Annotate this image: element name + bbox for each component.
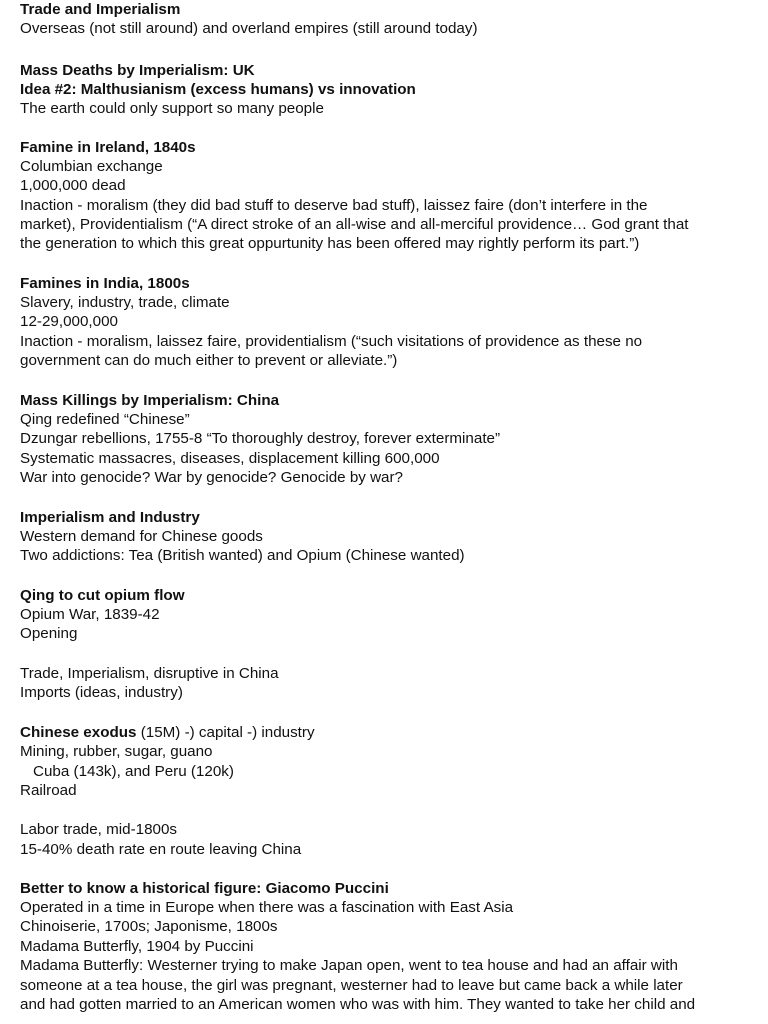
body-text: Operated in a time in Europe when there was a fascination with East Asia — [20, 899, 514, 916]
body-text: government can do much either to prevent or alleviate.”) — [20, 352, 398, 369]
text-line — [20, 820, 177, 839]
heading-text: Mass Killings by Imperialism: China — [20, 392, 280, 409]
body-text: Dzungar rebellions, 1755-8 “To thoroughly destroy, forever exterminate” — [20, 430, 501, 447]
text-line — [20, 917, 278, 936]
heading-text: Qing to cut opium flow — [20, 587, 185, 604]
body-text: Trade, Imperialism, disruptive in China — [20, 665, 279, 682]
body-text: Inaction - moralism, laissez faire, providentialism (“such visitations of providence as these no — [20, 333, 643, 350]
body-text: Madama Butterfly: Westerner trying to make Japan open, went to tea house and had an affair with — [20, 957, 678, 974]
body-text: the generation to which this great oppurtunity has been offered may rightly perform its part.”) — [20, 235, 640, 252]
body-text: Columbian exchange — [20, 158, 163, 175]
text-line — [20, 293, 230, 312]
body-text: Slavery, industry, trade, climate — [20, 294, 230, 311]
text-line — [20, 138, 196, 157]
body-text: Imports (ideas, industry) — [20, 684, 183, 701]
text-line — [20, 781, 77, 800]
text-line — [20, 196, 648, 215]
body-text: War into genocide? War by genocide? Genocide by war? — [20, 469, 403, 486]
body-text: Opium War, 1839-42 — [20, 606, 160, 623]
text-line — [20, 762, 234, 781]
text-line — [20, 449, 440, 468]
text-line — [20, 312, 118, 331]
text-line — [20, 429, 500, 448]
text-line — [20, 80, 416, 99]
text-line — [20, 664, 279, 683]
body-text: Western demand for Chinese goods — [20, 528, 263, 545]
heading-text: Mass Deaths by Imperialism: UK — [20, 62, 255, 79]
body-text: Overseas (not still around) and overland empires (still around today) — [20, 20, 478, 37]
body-text: Qing redefined “Chinese” — [20, 411, 190, 428]
text-line — [20, 215, 689, 234]
heading-text: Trade and Imperialism — [20, 1, 181, 18]
body-text: The earth could only support so many people — [20, 100, 324, 117]
body-text: and had gotten married to an American women who was with him. They wanted to take her child and — [20, 996, 696, 1013]
body-text: Madama Butterfly, 1904 by Puccini — [20, 938, 254, 955]
text-line — [20, 546, 465, 565]
text-line — [20, 19, 478, 38]
text-line — [20, 332, 642, 351]
text-line — [20, 995, 695, 1014]
text-line — [20, 624, 77, 643]
text-line — [20, 99, 324, 118]
text-line — [20, 723, 315, 742]
text-line — [20, 234, 639, 253]
heading-text: Imperialism and Industry — [20, 509, 200, 526]
heading-text: Famines in India, 1800s — [20, 275, 190, 292]
body-text: (15M) -) capital -) industry — [136, 724, 315, 741]
text-line — [20, 468, 403, 487]
body-text: Systematic massacres, diseases, displacement killing 600,000 — [20, 450, 440, 467]
text-line — [20, 956, 678, 975]
body-text: 1,000,000 dead — [20, 177, 126, 194]
body-text: Cuba (143k), and Peru (120k) — [33, 763, 234, 780]
body-text: someone at a tea house, the girl was pregnant, westerner had to leave but came back a while later — [20, 977, 683, 994]
text-line — [20, 586, 185, 605]
body-text: 15-40% death rate en route leaving China — [20, 841, 302, 858]
text-line — [20, 410, 190, 429]
body-text: Opening — [20, 625, 78, 642]
text-line — [20, 351, 397, 370]
text-line — [20, 879, 389, 898]
text-line — [20, 508, 200, 527]
heading-text: Famine in Ireland, 1840s — [20, 139, 196, 156]
body-text: Two addictions: Tea (British wanted) and Opium (Chinese wanted) — [20, 547, 465, 564]
text-line — [20, 840, 301, 859]
text-line — [20, 176, 126, 195]
text-line — [20, 274, 190, 293]
body-text: Chinoiserie, 1700s; Japonisme, 1800s — [20, 918, 278, 935]
text-line — [20, 61, 255, 80]
body-text: Inaction - moralism (they did bad stuff to deserve bad stuff), laissez faire (don’t interfere in the — [20, 197, 648, 214]
body-text: market), Providentialism (“A direct stroke of an all-wise and all-merciful providence… God grant that — [20, 216, 689, 233]
text-line — [20, 937, 254, 956]
text-line — [20, 527, 263, 546]
text-line — [20, 605, 160, 624]
text-line — [20, 391, 279, 410]
text-line — [20, 898, 513, 917]
heading-text: Chinese exodus — [20, 724, 137, 741]
body-text: Labor trade, mid-1800s — [20, 821, 178, 838]
heading-text: Idea #2: Malthusianism (excess humans) vs innovation — [20, 81, 416, 98]
text-line — [20, 742, 213, 761]
heading-text: Better to know a historical figure: Giacomo Puccini — [20, 880, 389, 897]
text-line — [20, 157, 163, 176]
body-text: Railroad — [20, 782, 77, 799]
text-line — [20, 0, 180, 19]
body-text: Mining, rubber, sugar, guano — [20, 743, 213, 760]
body-text: 12-29,000,000 — [20, 313, 118, 330]
text-line — [20, 976, 683, 995]
text-line — [20, 683, 183, 702]
